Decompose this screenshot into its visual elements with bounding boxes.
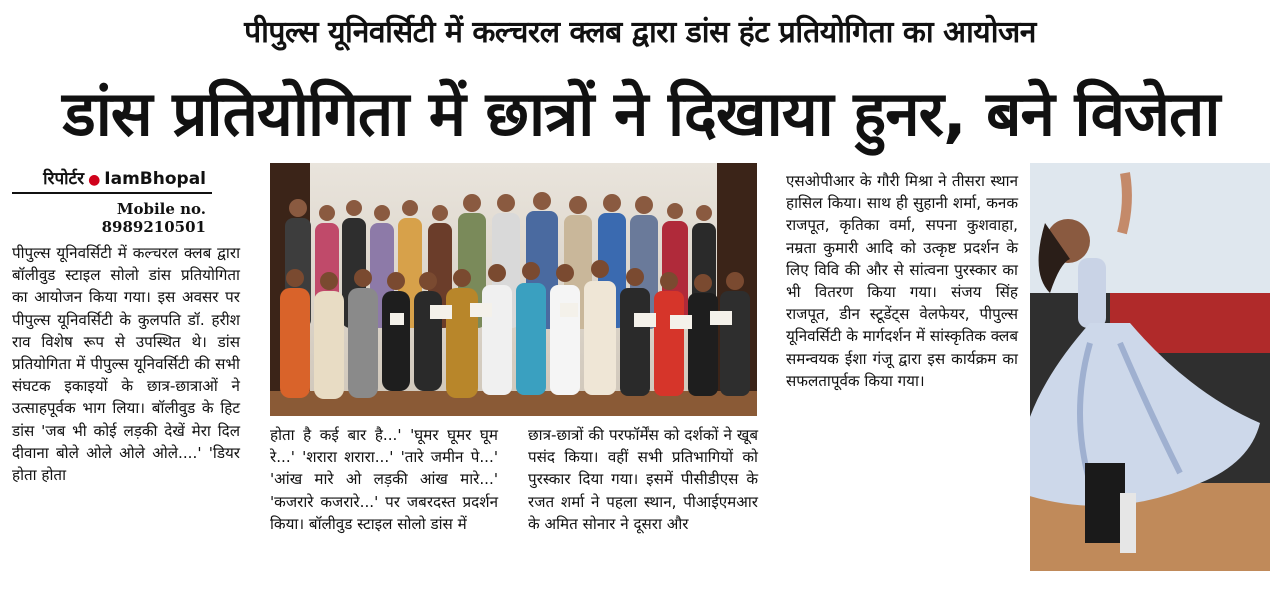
byline-divider xyxy=(12,192,212,194)
group-photo xyxy=(270,163,757,416)
article-column-2: होता है कई बार है...' 'घूमर घूमर घूम रे...' 'शरारा शरारा...' 'तारे जमीन पे...' 'आंख मारे ओ लड़की आंख मारे...' 'कजरारे कजरारे...' पर जबरदस्त प्रदर्शन किया। बॉलीवुड स्टाइल सोलो डांस में xyxy=(270,426,498,533)
mobile-number: Mobile no. 8989210501 xyxy=(101,200,206,236)
main-headline: डांस प्रतियोगिता में छात्रों ने दिखाया हुनर, बने विजेता xyxy=(62,77,1220,150)
reporter-line xyxy=(12,166,212,189)
byline xyxy=(12,166,212,236)
article-column-4: एसओपीआर के गौरी मिश्रा ने तीसरा स्थान हासिल किया। साथ ही सुहानी शर्मा, कनक राजपूत, कृतिका वर्मा, सपना कुशवाहा, नम्रता कुमारी आदि को उत्कृष्ट प्रदर्शन के लिए विवि की और से सांत्वना पुरस्कार का भी वितरण किया गया। संजय सिंह राजपूत, डीन स्टूडेंट्स वेलफेयर, पीपुल्स यूनिवर्सिटी के मार्गदर्शन में सांस्कृतिक क्लब समन्वयक ईशा गंजू द्वारा इस कार्यक्रम का सफलतापूर्वक किया गया। xyxy=(786,172,1018,390)
reporter-name: IamBhopal xyxy=(104,169,206,189)
kicker-headline: पीपुल्स यूनिवर्सिटी में कल्चरल क्लब द्वारा डांस हंट प्रतियोगिता का आयोजन xyxy=(244,15,1036,50)
dancer-photo xyxy=(1030,163,1270,571)
article-column-1: पीपुल्स यूनिवर्सिटी में कल्चरल क्लब द्वारा बॉलीवुड स्टाइल सोलो डांस प्रतियोगिता का आयोजन किया गया। इस अवसर पर पीपुल्स यूनिवर्सिटी के कुलपति डॉ. हरीश राव विशेष रूप से उपस्थित थे। डांस प्रतियोगिता में पीपुल्स यूनिवर्सिटी की सभी संघटक इकाइयों के छात्र-छात्राओं ने उत्साहपूर्वक भाग लिया। बॉलीवुड के हिट डांस 'जब भी कोई लड़की देखें मेरा दिल दीवाना बोले ओले ओले ओले....' 'डियर होता होता xyxy=(12,244,240,485)
reporter-label: रिपोर्टर xyxy=(43,169,85,189)
article-column-3: छात्र-छात्रों की परफॉर्मेंस को दर्शकों ने खूब पसंद किया। वहीं सभी प्रतिभागियों को पुरस्कार दिया गया। इसमें पीसीडीएस के रजत शर्मा ने पहला स्थान, पीआईएमआर के अमित सोनार ने दूसरा और xyxy=(528,426,758,533)
bullet-dot-icon: ● xyxy=(88,172,101,188)
